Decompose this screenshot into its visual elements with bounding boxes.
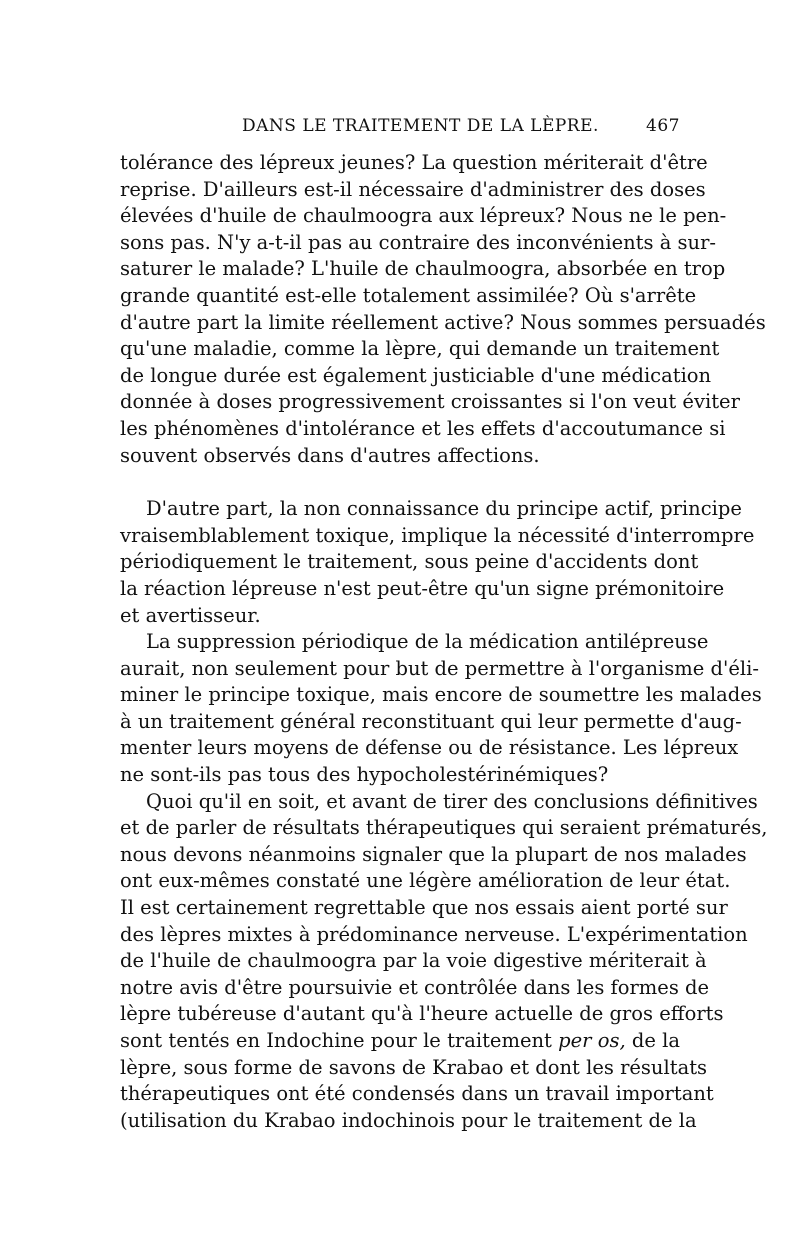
text-line: et de parler de résultats thérapeutiques qui seraient prématurés, — [120, 816, 768, 840]
text-line: souvent observés dans d'autres affections. — [120, 443, 540, 467]
text-line: miner le principe toxique, mais encore de soumettre les malades — [120, 683, 762, 707]
text-line: et avertisseur. — [120, 603, 261, 627]
text-line: La suppression périodique de la médication antilépreuse — [146, 630, 709, 654]
text-line: reprise. D'ailleurs est-il nécessaire d'administrer des doses — [120, 177, 706, 201]
text-line: donnée à doses progressivement croissantes si l'on veut éviter — [120, 390, 740, 414]
text-fragment: sont tentés en Indochine pour le traitement — [120, 1029, 552, 1052]
text-line: menter leurs moyens de défense ou de résistance. Les lépreux — [120, 736, 739, 760]
text-line: D'autre part, la non connaissance du principe actif, principe — [146, 497, 742, 521]
text-line: des lèpres mixtes à prédominance nerveuse. L'expérimentation — [120, 922, 748, 946]
text-line: élevées d'huile de chaulmoogra aux lépreux? Nous ne le pen- — [120, 204, 727, 228]
text-line: (utilisation du Krabao indochinois pour le traitement de la — [120, 1108, 697, 1132]
italic-term: per os, — [558, 1029, 626, 1052]
running-header — [120, 116, 680, 144]
paragraph — [120, 150, 766, 469]
text-line: qu'une maladie, comme la lèpre, qui demande un traitement — [120, 337, 720, 361]
text-line: tolérance des lépreux jeunes? La question mériterait d'être — [120, 151, 708, 174]
text-line: saturer le malade? L'huile de chaulmoogra, absorbée en trop — [120, 257, 726, 281]
paragraph — [120, 789, 768, 1135]
text-line: de longue durée est également justiciable d'une médication — [120, 363, 712, 387]
text-line: lèpre, sous forme de savons de Krabao et dont les résultats — [120, 1055, 708, 1079]
paragraph-spacer — [120, 469, 680, 496]
text-line: grande quantité est-elle totalement assimilée? Où s'arrête — [120, 283, 697, 307]
body-text — [120, 150, 768, 1134]
text-fragment: de la — [631, 1029, 680, 1052]
text-line: la réaction lépreuse n'est peut-être qu'un signe prémonitoire — [120, 576, 725, 600]
text-line: notre avis d'être poursuivie et contrôlée dans les formes de — [120, 975, 710, 999]
text-line: Quoi qu'il en soit, et avant de tirer des conclusions définitives — [146, 789, 758, 813]
text-line: lèpre tubéreuse d'autant qu'à l'heure actuelle de gros efforts — [120, 1002, 724, 1026]
text-line: Il est certainement regrettable que nos essais aient porté sur — [120, 896, 728, 920]
text-line: ne sont-ils pas tous des hypocholestérinémiques? — [120, 763, 609, 787]
text-line: nous devons néanmoins signaler que la plupart de nos malades — [120, 842, 747, 866]
text-line: aurait, non seulement pour but de permettre à l'organisme d'éli- — [120, 656, 759, 680]
text-line: les phénomènes d'intolérance et les effets d'accoutumance si — [120, 416, 726, 440]
text-line: de l'huile de chaulmoogra par la voie digestive mériterait à — [120, 949, 707, 973]
text-line: périodiquement le traitement, sous peine d'accidents dont — [120, 550, 699, 574]
running-title: DANS LE TRAITEMENT DE LA LÈPRE. — [242, 116, 599, 136]
text-line-with-italic — [120, 1028, 680, 1055]
paragraph — [120, 496, 755, 629]
paragraph — [120, 629, 762, 789]
text-line: sons pas. N'y a-t-il pas au contraire des inconvénients à sur- — [120, 230, 717, 254]
text-line: vraisemblablement toxique, implique la nécessité d'interrompre — [120, 523, 755, 547]
text-line: thérapeutiques ont été condensés dans un travail important — [120, 1082, 714, 1106]
page-number: 467 — [646, 116, 680, 136]
text-line: d'autre part la limite réellement active? Nous sommes persuadés — [120, 310, 766, 334]
text-line: ont eux-mêmes constaté une légère amélioration de leur état. — [120, 869, 731, 893]
text-line: à un traitement général reconstituant qui leur permette d'aug- — [120, 709, 742, 733]
